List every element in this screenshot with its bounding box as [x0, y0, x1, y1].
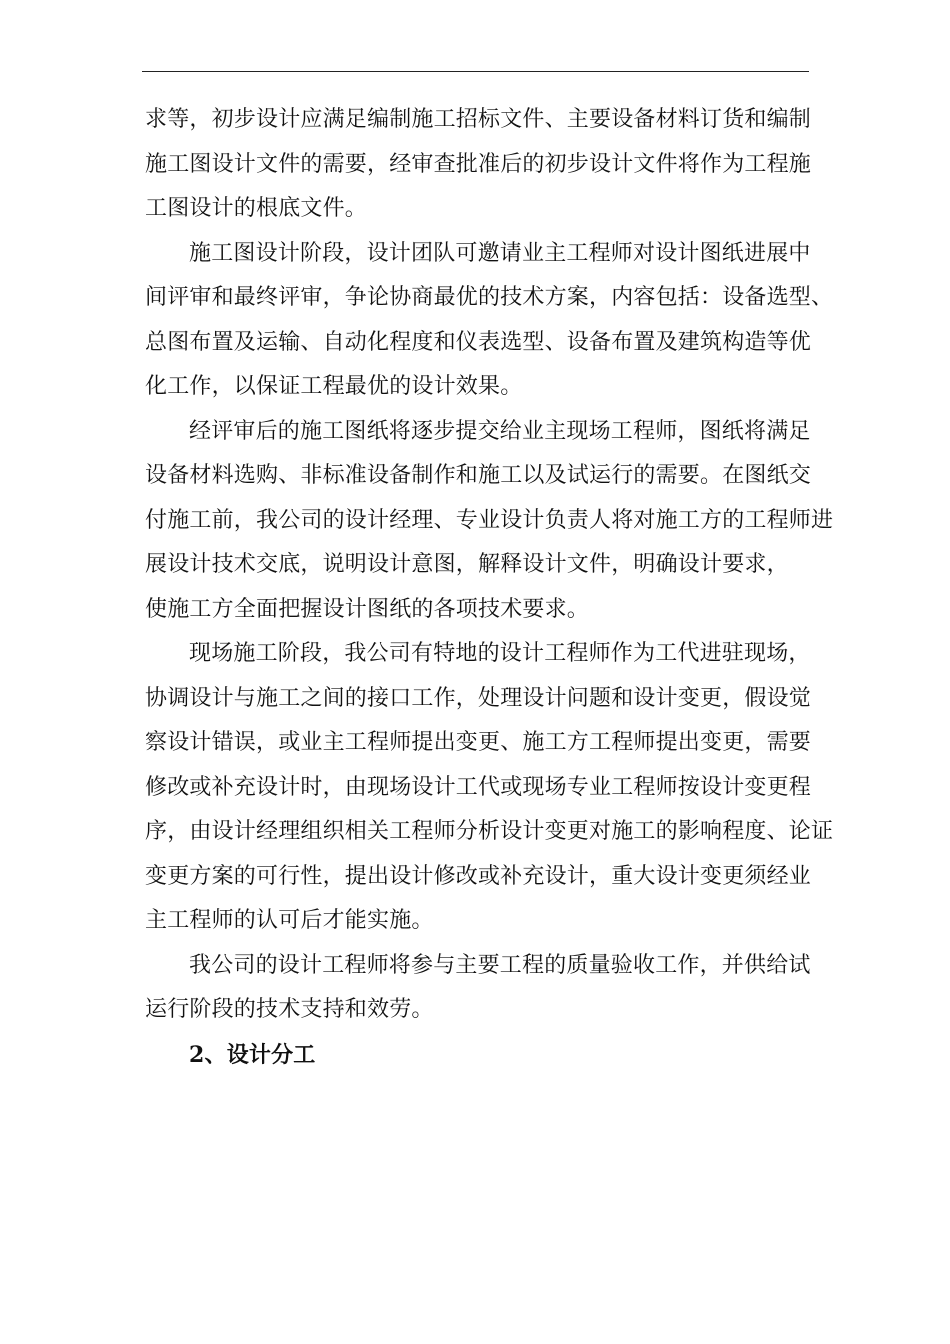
paragraph-4-line-2: 协调设计与施工之间的接口工作，处理设计问题和设计变更，假设觉	[145, 685, 812, 711]
paragraph-1-line-2: 施工图设计文件的需要，经审查批准后的初步设计文件将作为工程施	[145, 151, 812, 177]
paragraph-3-line-3: 付施工前，我公司的设计经理、专业设计负责人将对施工方的工程师进	[145, 507, 834, 533]
section-heading: 2、设计分工	[189, 1041, 316, 1068]
paragraph-3-line-4: 展设计技术交底，说明设计意图，解释设计文件，明确设计要求，	[145, 552, 789, 577]
paragraph-3-line-2: 设备材料选购、非标准设备制作和施工以及试运行的需要。在图纸交	[145, 463, 812, 488]
document-body	[145, 98, 834, 1077]
paragraph-1-line-1: 求等，初步设计应满足编制施工招标文件、主要设备材料订货和编制	[145, 107, 812, 132]
paragraph-4-line-4: 修改或补充设计时，由现场设计工代或现场专业工程师按设计变更程	[145, 774, 812, 800]
paragraph-5-line-2: 运行阶段的技术支持和效劳。	[145, 997, 434, 1022]
paragraph-2-line-1: 施工图设计阶段，设计团队可邀请业主工程师对设计图纸进展中	[189, 240, 811, 266]
paragraph-3-line-1: 经评审后的施工图纸将逐步提交给业主现场工程师，图纸将满足	[189, 418, 811, 444]
paragraph-4-line-1: 现场施工阶段，我公司有特地的设计工程师作为工代进驻现场，	[189, 641, 811, 666]
paragraph-4-line-6: 变更方案的可行性，提出设计修改或补充设计，重大设计变更须经业	[145, 863, 812, 889]
paragraph-3-line-5: 使施工方全面把握设计图纸的各项技术要求。	[145, 596, 590, 622]
paragraph-2-line-3: 总图布置及运输、自动化程度和仪表选型、设备布置及建筑构造等优	[145, 329, 812, 355]
paragraph-2-line-4: 化工作，以保证工程最优的设计效果。	[145, 374, 523, 399]
paragraph-4-line-5: 序，由设计经理组织相关工程师分析设计变更对施工的影响程度、论证	[145, 819, 834, 844]
header-rule	[142, 71, 809, 72]
paragraph-4-line-3: 察设计错误，或业主工程师提出变更、施工方工程师提出变更，需要	[145, 730, 812, 755]
paragraph-4-line-7: 主工程师的认可后才能实施。	[145, 908, 434, 933]
paragraph-5-line-1: 我公司的设计工程师将参与主要工程的质量验收工作，并供给试	[189, 952, 811, 978]
paragraph-1-line-3: 工图设计的根底文件。	[145, 196, 368, 221]
paragraph-2-line-2: 间评审和最终评审，争论协商最优的技术方案，内容包括：设备选型、	[145, 285, 834, 310]
